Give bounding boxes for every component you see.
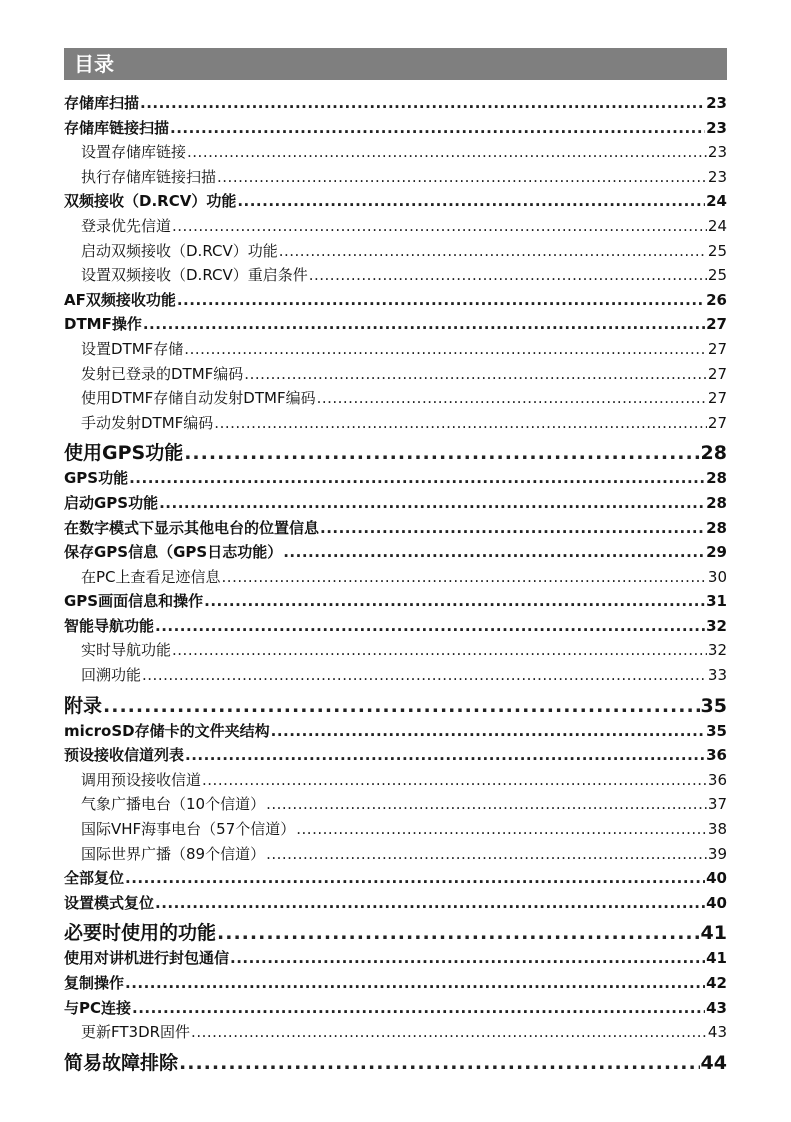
toc-entry-page-number: 41: [706, 949, 727, 968]
toc-entry-label: 登录优先信道: [81, 216, 172, 235]
toc-entry[interactable]: [64, 691, 727, 720]
toc-entry-label: 智能导航功能: [64, 616, 155, 635]
toc-entry-label: 发射已登录的DTMF编码: [81, 364, 244, 383]
dot-leader: [172, 217, 707, 235]
toc-entry-page-number: 31: [706, 592, 727, 611]
toc-entry[interactable]: [64, 639, 727, 664]
toc-entry-page-number: 27: [707, 364, 727, 383]
toc-entry-label: 设置双频接收（D.RCV）重启条件: [81, 266, 308, 285]
toc-entry-label: GPS画面信息和操作: [64, 592, 204, 611]
toc-entry-label: 气象广播电台（10个信道）: [81, 795, 266, 814]
toc-entry[interactable]: [64, 240, 727, 265]
dot-leader: [296, 820, 707, 838]
toc-entry-label: AF双频接收功能: [64, 290, 176, 309]
toc-entry-label: 使用对讲机进行封包通信: [64, 949, 230, 968]
dot-leader: [103, 695, 700, 717]
toc-entry-label: 存储库链接扫描: [64, 118, 170, 137]
toc-entry-label: 国际世界广播（89个信道）: [81, 844, 266, 863]
toc-entry[interactable]: [64, 769, 727, 794]
toc-entry[interactable]: [64, 818, 727, 843]
dot-leader: [279, 242, 707, 260]
toc-entry-label: 手动发射DTMF编码: [81, 413, 214, 432]
toc-entry[interactable]: [64, 867, 727, 892]
toc-entry[interactable]: [64, 541, 727, 566]
toc-entry-label: 使用GPS功能: [64, 442, 184, 465]
toc-entry[interactable]: [64, 720, 727, 745]
dot-leader: [283, 543, 705, 561]
toc-entry-label: 实时导航功能: [81, 641, 172, 660]
toc-entry-page-number: 39: [707, 844, 727, 863]
toc-entry-page-number: 27: [707, 413, 727, 432]
dot-leader: [204, 592, 705, 610]
toc-entry-label: DTMF操作: [64, 315, 142, 334]
toc-entry-page-number: 38: [707, 820, 727, 839]
table-of-contents: [64, 92, 727, 1077]
toc-entry-label: 执行存储库链接扫描: [81, 167, 217, 186]
dot-leader: [187, 143, 707, 161]
dot-leader: [266, 845, 707, 863]
toc-entry-page-number: 28: [706, 518, 727, 537]
toc-entry-page-number: 27: [707, 389, 727, 408]
dot-leader: [143, 315, 705, 333]
toc-entry-label: 保存GPS信息（GPS日志功能）: [64, 543, 283, 562]
dot-leader: [266, 795, 707, 813]
toc-entry-page-number: 27: [706, 315, 727, 334]
dot-leader: [184, 442, 699, 464]
toc-entry-page-number: 42: [706, 974, 727, 992]
dot-leader: [155, 894, 705, 912]
toc-entry-label: 简易故障排除: [64, 1051, 179, 1074]
dot-leader: [159, 494, 705, 512]
toc-entry-label: 在数字模式下显示其他电台的位置信息: [64, 518, 320, 537]
dot-leader: [125, 869, 705, 887]
dot-leader: [237, 192, 705, 210]
toc-entry-page-number: 25: [707, 266, 727, 285]
dot-leader: [317, 389, 707, 407]
toc-entry[interactable]: [64, 1021, 727, 1046]
toc-entry[interactable]: [64, 467, 727, 492]
toc-entry-page-number: 36: [706, 746, 727, 765]
dot-leader: [191, 1023, 707, 1041]
dot-leader: [309, 266, 707, 284]
toc-entry-page-number: 35: [700, 694, 727, 717]
dot-leader: [244, 365, 707, 383]
toc-entry-page-number: 43: [707, 1023, 727, 1042]
dot-leader: [170, 119, 705, 137]
dot-leader: [184, 340, 707, 358]
toc-entry[interactable]: [64, 215, 727, 240]
toc-entry-page-number: 23: [706, 94, 727, 112]
toc-entry-page-number: 28: [706, 493, 727, 512]
toc-entry-label: 设置DTMF存储: [81, 339, 184, 358]
toc-entry-label: 启动GPS功能: [64, 493, 159, 512]
toc-entry[interactable]: [64, 892, 727, 917]
toc-entry-label: microSD存储卡的文件夹结构: [64, 721, 270, 740]
toc-entry[interactable]: [64, 664, 727, 689]
toc-entry-page-number: 35: [706, 721, 727, 740]
toc-entry-label: 使用DTMF存储自动发射DTMF编码: [81, 389, 316, 408]
dot-leader: [217, 922, 700, 944]
toc-entry[interactable]: [64, 947, 727, 972]
toc-entry-page-number: 41: [700, 922, 727, 945]
toc-entry-label: 附录: [64, 694, 103, 717]
toc-entry-page-number: 26: [706, 290, 727, 309]
toc-entry-page-number: 27: [707, 339, 727, 358]
toc-entry-label: 国际VHF海事电台（57个信道）: [81, 820, 296, 839]
toc-entry[interactable]: [64, 997, 727, 1022]
toc-entry[interactable]: [64, 412, 727, 437]
toc-header: [64, 48, 727, 80]
toc-entry[interactable]: [64, 166, 727, 191]
dot-leader: [230, 949, 705, 967]
toc-entry[interactable]: [64, 744, 727, 769]
dot-leader: [214, 414, 707, 432]
toc-entry-page-number: 33: [707, 666, 727, 685]
toc-entry[interactable]: [64, 363, 727, 388]
dot-leader: [177, 291, 705, 309]
toc-entry[interactable]: [64, 438, 727, 467]
dot-leader: [125, 974, 705, 992]
dot-leader: [155, 617, 705, 635]
toc-entry[interactable]: [64, 492, 727, 517]
toc-entry-page-number: 23: [706, 118, 727, 137]
toc-entry-page-number: 32: [706, 616, 727, 635]
dot-leader: [179, 1052, 700, 1074]
toc-entry[interactable]: [64, 590, 727, 615]
toc-entry-page-number: 36: [707, 770, 727, 789]
toc-entry[interactable]: [64, 843, 727, 868]
dot-leader: [185, 746, 705, 764]
toc-entry-page-number: 30: [707, 567, 727, 586]
dot-leader: [129, 469, 705, 487]
dot-leader: [320, 519, 705, 537]
toc-entry[interactable]: [64, 117, 727, 142]
dot-leader: [142, 666, 707, 684]
dot-leader: [222, 568, 707, 586]
dot-leader: [140, 94, 705, 112]
toc-entry-page-number: 28: [700, 442, 727, 465]
toc-entry[interactable]: [64, 264, 727, 289]
toc-entry[interactable]: [64, 190, 727, 215]
dot-leader: [217, 168, 707, 186]
toc-entry-label: 在PC上查看足迹信息: [81, 567, 221, 586]
toc-entry-label: 复制操作: [64, 974, 125, 992]
page-title: 目录: [74, 52, 114, 76]
toc-entry-label: 存储库扫描: [64, 94, 140, 112]
toc-entry-page-number: 25: [707, 241, 727, 260]
dot-leader: [202, 771, 707, 789]
toc-entry[interactable]: [64, 793, 727, 818]
toc-entry-label: 与PC连接: [64, 998, 132, 1017]
toc-entry[interactable]: [64, 918, 727, 947]
toc-entry-label: 全部复位: [64, 869, 125, 888]
toc-entry[interactable]: [64, 141, 727, 166]
toc-entry[interactable]: [64, 517, 727, 542]
toc-entry-page-number: 23: [707, 143, 727, 162]
toc-entry-page-number: 24: [707, 216, 727, 235]
toc-entry-page-number: 37: [707, 795, 727, 814]
toc-entry[interactable]: [64, 289, 727, 314]
toc-entry-label: 预设接收信道列表: [64, 746, 185, 765]
toc-entry[interactable]: [64, 387, 727, 412]
toc-entry-label: 调用预设接收信道: [81, 770, 202, 789]
toc-entry-label: 必要时使用的功能: [64, 922, 217, 945]
toc-entry-page-number: 32: [707, 641, 727, 660]
toc-entry-label: 回溯功能: [81, 666, 142, 685]
dot-leader: [271, 722, 706, 740]
toc-entry-label: 双频接收（D.RCV）功能: [64, 192, 237, 211]
toc-entry-page-number: 23: [707, 167, 727, 186]
toc-entry-page-number: 40: [706, 893, 727, 912]
toc-entry[interactable]: [64, 338, 727, 363]
toc-entry-label: 设置存储库链接: [81, 143, 187, 162]
toc-entry-page-number: 29: [706, 543, 727, 562]
toc-entry[interactable]: [64, 615, 727, 640]
toc-entry[interactable]: [64, 92, 727, 117]
toc-entry-page-number: 40: [706, 869, 727, 888]
toc-entry[interactable]: [64, 313, 727, 338]
toc-entry-page-number: 43: [706, 998, 727, 1017]
dot-leader: [172, 641, 707, 659]
toc-entry[interactable]: [64, 972, 727, 997]
toc-entry[interactable]: [64, 566, 727, 591]
toc-entry-page-number: 24: [706, 192, 727, 211]
toc-entry-label: GPS功能: [64, 469, 129, 488]
toc-entry-page-number: 44: [700, 1051, 727, 1074]
toc-entry-label: 启动双频接收（D.RCV）功能: [81, 241, 278, 260]
dot-leader: [132, 999, 705, 1017]
toc-entry-label: 设置模式复位: [64, 893, 155, 912]
toc-entry-page-number: 28: [706, 469, 727, 488]
toc-entry[interactable]: [64, 1048, 727, 1077]
toc-entry-label: 更新FT3DR固件: [81, 1023, 191, 1042]
